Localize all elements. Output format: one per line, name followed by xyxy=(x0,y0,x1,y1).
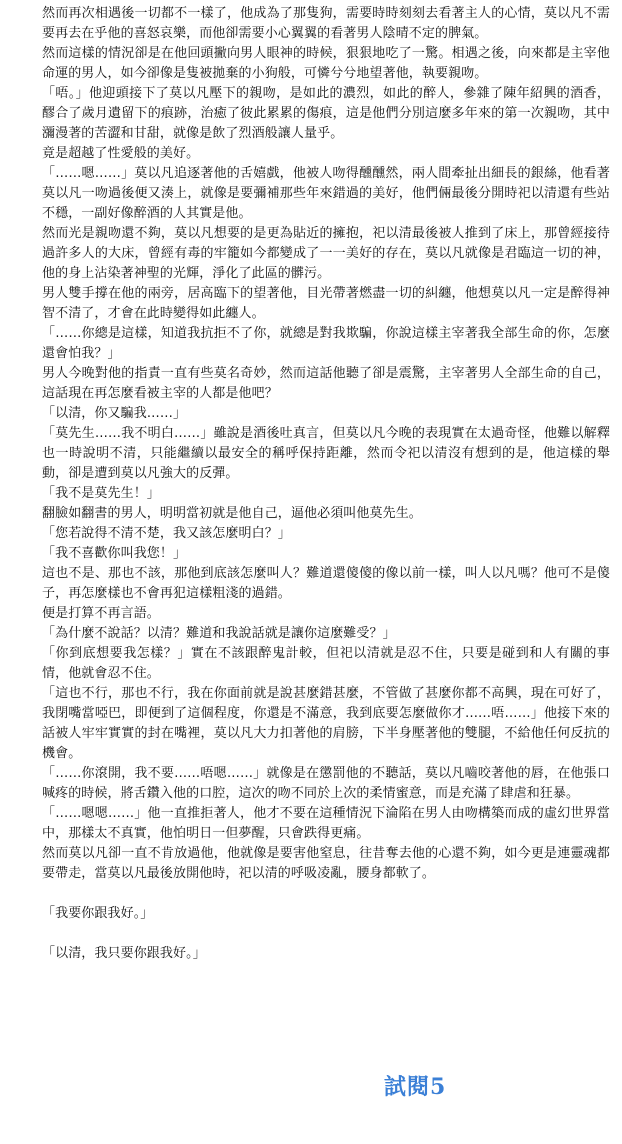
preview-watermark: 試閱5 xyxy=(384,1074,447,1100)
paragraph: 竟是超越了性愛般的美好。 xyxy=(42,146,200,161)
paragraph: 然而這樣的情況卻是在他回頭撇向男人眼神的時候，狠狠地吃了一驚。相遇之後，向來都是主宰他命運的男人，如今卻像是隻被拋棄的小狗般，可憐兮兮地望著他，執要親吻。 xyxy=(42,46,610,81)
paragraph: 這也不是、那也不該，那他到底該怎麼叫人？難道還傻傻的像以前一樣，叫人以凡嗎？他可不是傻子，再怎麼樣也不會再犯這樣粗淺的過錯。 xyxy=(42,566,610,601)
paragraph: 「你到底想要我怎樣？」實在不該跟醉鬼計較，但祀以清就是忍不住，只要是碰到和人有關的事情，他就會忍不住。 xyxy=(42,646,610,681)
blank-line xyxy=(42,924,610,944)
paragraph: 「您若說得不清不楚，我又該怎麼明白？」 xyxy=(42,526,291,541)
paragraph: 「以清，你又騙我……」 xyxy=(42,406,187,421)
blank-line xyxy=(42,884,610,904)
paragraph: 男人雙手撐在他的兩旁，居高臨下的望著他，目光帶著燃盡一切的糾纏，他想莫以凡一定是醉得神智不清了，才會在此時變得如此纏人。 xyxy=(42,286,610,321)
paragraph: 然而再次相遇後一切都不一樣了，他成為了那隻狗，需要時時刻刻去看著主人的心情，莫以凡不需要再去在乎他的喜怒哀樂，而他卻需要小心翼翼的看著男人陰晴不定的脾氣。 xyxy=(42,6,610,41)
paragraph: 便是打算不再言語。 xyxy=(42,606,160,621)
paragraph: 男人今晚對他的指責一直有些莫名奇妙，然而這話他聽了卻是震驚，主宰著男人全部生命的自己，這話現在再怎麼看被主宰的人都是他吧？ xyxy=(42,366,610,401)
paragraph: 然而莫以凡卻一直不肯放過他，他就像是要害他窒息，往昔奪去他的心還不夠，如今更是連靈魂都要帶走，當莫以凡最後放開他時，祀以清的呼吸凌亂，腰身都軟了。 xyxy=(42,846,610,881)
paragraph: 「我不喜歡你叫我您！」 xyxy=(42,546,187,561)
paragraph: 翻臉如翻書的男人，明明當初就是他自己，逼他必須叫他莫先生。 xyxy=(42,506,422,521)
paragraph: 「……你總是這樣，知道我抗拒不了你，就總是對我欺騙，你說這樣主宰著我全部生命的你，怎麼還會怕我？」 xyxy=(42,326,610,361)
paragraph: 「……嗯……」莫以凡追逐著他的舌嬉戲，他被人吻得醺醺然，兩人間牽扯出細長的銀絲，他看著莫以凡一吻過後便又湊上，就像是要彌補那些年來錯過的美好，他們倆最後分開時祀以清還有些站不穩，一副好像醉酒的人其實是他。 xyxy=(42,166,610,221)
paragraph: 然而光是親吻還不夠，莫以凡想要的是更為貼近的擁抱，祀以清最後被人推到了床上，那曾經接待過許多人的大床，曾經有毒的牢籠如今都變成了一一美好的存在，莫以凡就像是君臨這一切的神，他的身上沾染著神聖的光輝，淨化了此區的髒污。 xyxy=(42,226,610,281)
paragraph: 「為什麼不說話？以清？難道和我說話就是讓你這麼難受？」 xyxy=(42,626,396,641)
paragraph: 「我要你跟我好。」 xyxy=(42,906,154,921)
paragraph: 「以清，我只要你跟我好。」 xyxy=(42,946,206,961)
paragraph: 「……嗯嗯……」他一直推拒著人，他才不要在這種情況下淪陷在男人由吻構築而成的虛幻世界當中，那樣太不真實，他怕明日一但夢醒，只會跌得更痛。 xyxy=(42,806,610,841)
paragraph: 「我不是莫先生！」 xyxy=(42,486,160,501)
paragraph: 「……你滾開，我不要……唔嗯……」就像是在懲罰他的不聽話，莫以凡嚙咬著他的唇，在他張口喊疼的時候，將舌鑽入他的口腔，這次的吻不同於上次的柔情蜜意，而是充滿了肆虐和狂暴。 xyxy=(42,766,610,801)
paragraph: 「這也不行，那也不行，我在你面前就是說甚麼錯甚麼，不管做了甚麼你都不高興，現在可好了，我閉嘴當啞巴，即便到了這個程度，你還是不滿意，我到底要怎麼做你才……唔……」他接下來的話被人牢牢實實的封在嘴裡，莫以凡大力扣著他的肩膀，下半身壓著他的雙腿，不給他任何反抗的機會。 xyxy=(42,686,610,761)
paragraph: 「唔。」他迎頭接下了莫以凡壓下的親吻，是如此的濃烈，如此的醉人，參雜了陳年紹興的酒香，醪合了歲月遺留下的痕跡，治癒了彼此累累的傷痕，這是他們分別這麼多年來的第一次親吻，其中瀰漫著的苦澀和甘甜，就像是飲了烈酒般讓人量乎。 xyxy=(42,86,610,141)
paragraph: 「莫先生……我不明白……」雖說是酒後吐真言，但莫以凡今晚的表現實在太過奇怪，他難以解釋也一時說明不清，只能繼續以最安全的稱呼保持距離，然而令祀以清沒有想到的是，他這樣的舉動，卻是遭到莫以凡強大的反彈。 xyxy=(42,426,610,481)
